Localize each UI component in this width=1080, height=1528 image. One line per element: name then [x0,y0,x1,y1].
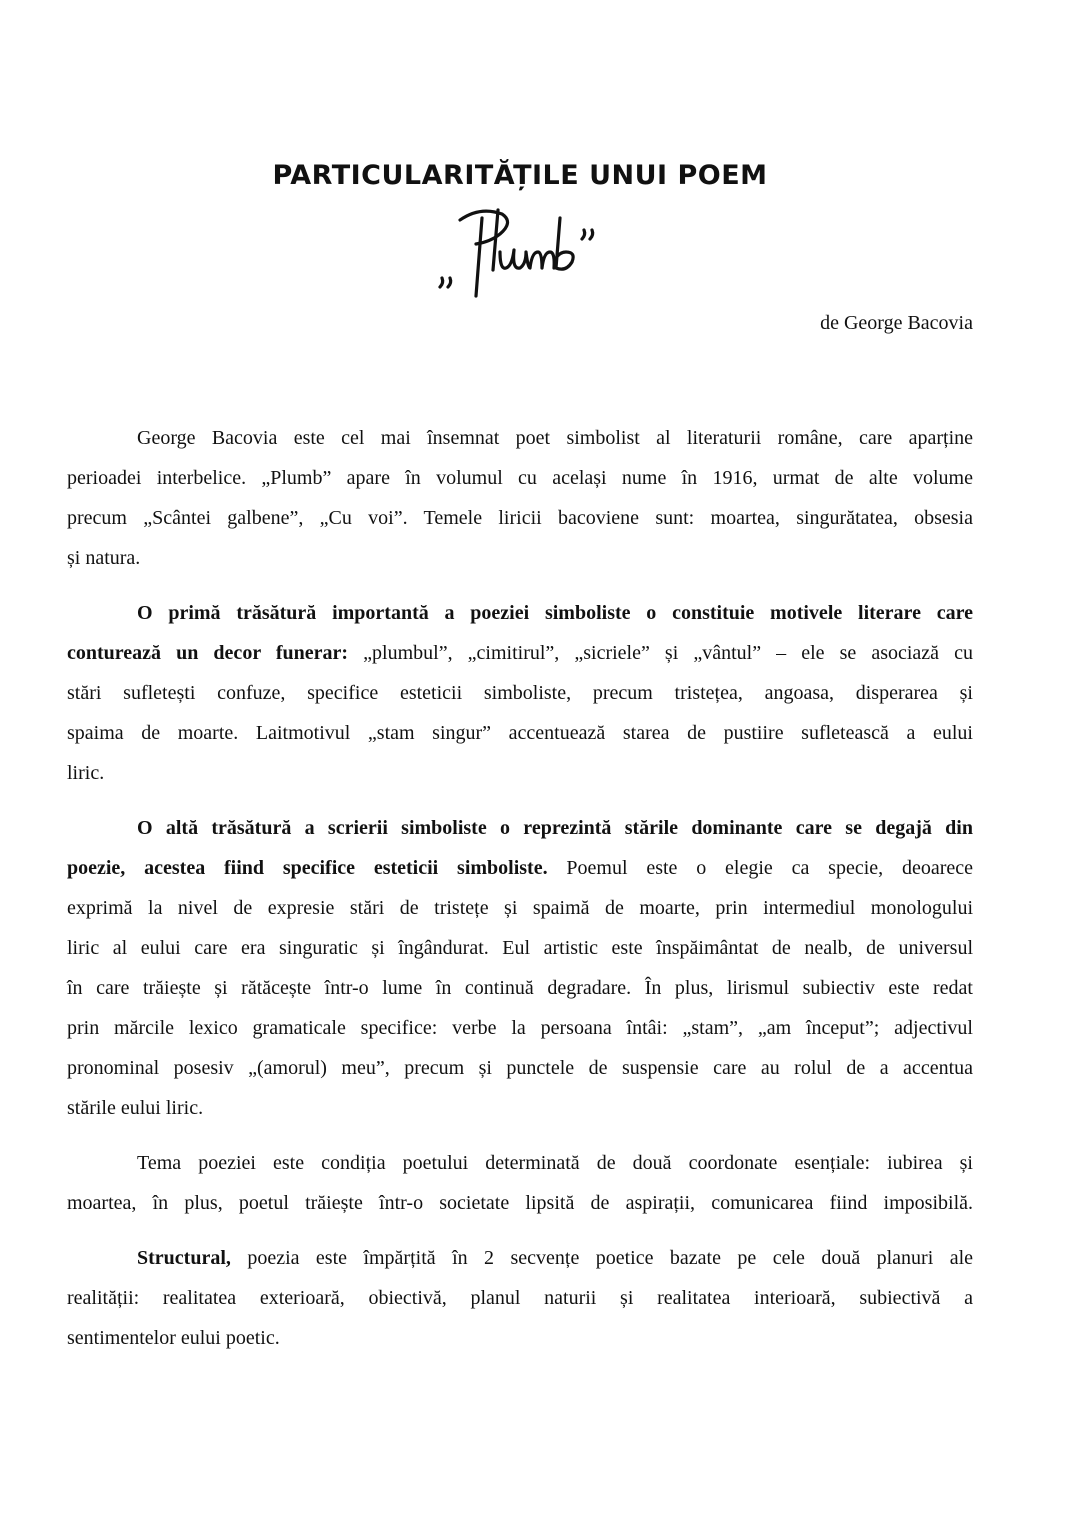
text-line: stări sufletești confuze, specifice esteticii simboliste, precum tristețea, angoasa, disperarea și [67,682,973,704]
bold-text: O primă trăsătură importantă a poeziei simboliste o constituie motivele literare care [137,602,973,624]
text: poezia este împărțită în 2 secvențe poetice bazate pe cele două planuri ale [230,1247,973,1269]
text-line: realității: realitatea exterioară, obiectivă, planul naturii și realitatea interioară, subiectivă a [67,1287,973,1309]
text-line [67,1238,973,1278]
document-body [67,418,973,1373]
text-line: sentimentelor eului poetic. [67,1327,280,1349]
bold-text: Structural, [137,1247,231,1269]
bold-text: conturează un decor funerar: [67,642,349,664]
text-line: moartea, în plus, poetul trăiește într-o societate lipsită de aspirații, comunicarea fiind imposibilă. [67,1192,973,1214]
text-line: exprimă la nivel de expresie stări de tristețe și spaimă de moarte, prin intermediul monologului [67,897,973,919]
text-line: precum „Scântei galbene”, „Cu voi”. Temele liricii bacoviene sunt: moartea, singurătatea, obsesia [67,507,973,529]
text-line: și natura. [67,547,141,569]
paragraph-intro [67,418,973,578]
page-title: PARTICULARITĂȚILE UNUI POEM [272,160,768,191]
text-line: liric al eului care era singuratic și îngândurat. Eul artistic este înspăimântat de nealb, de universul [67,937,973,959]
text-line: spaima de moarte. Laitmotivul „stam singur” accentuează starea de pustiire sufletească a eului [67,722,973,744]
text-line [67,808,973,848]
text: „plumbul”, „cimitirul”, „sicriele” și „vântul” – ele se asociază cu [348,642,974,664]
text-line [67,848,973,888]
text-line: Tema poeziei este condiția poetului determinată de două coordonate esențiale: iubirea și [137,1152,973,1174]
text-line: pronominal posesiv „(amorul) meu”, precum și punctele de suspensie care au rolul de a accentua [67,1057,973,1079]
bold-text: O altă trăsătură a scrierii simboliste o reprezintă stările dominante care se degajă din [137,817,973,839]
paragraph-structure [67,1238,973,1358]
text-line: perioadei interbelice. „Plumb” apare în volumul cu același nume în 1916, urmat de alte volume [67,467,973,489]
text-line: liric. [67,762,105,784]
text-line: stările eului liric. [67,1097,204,1119]
author-line: de George Bacovia [820,312,973,334]
text-line [67,593,973,633]
paragraph-theme [67,1143,973,1223]
text-line [67,633,973,673]
text-line: prin mărcile lexico gramaticale specifice: verbe la persoana întâi: „stam”, „am început”; adjectivul [67,1017,973,1039]
bold-text: poezie, acestea fiind specifice esteticii simboliste. [67,857,548,879]
paragraph-second-trait [67,808,973,1128]
paragraph-first-trait [67,593,973,793]
text: Poemul este o elegie ca specie, deoarece [547,857,973,879]
text-line: George Bacovia este cel mai însemnat poet simbolist al literaturii române, care aparține [137,427,973,449]
poem-title-handwritten [420,200,640,300]
text-line: în care trăiește și rătăcește într-o lume în continuă degradare. În plus, lirismul subiectiv este redat [67,977,973,999]
